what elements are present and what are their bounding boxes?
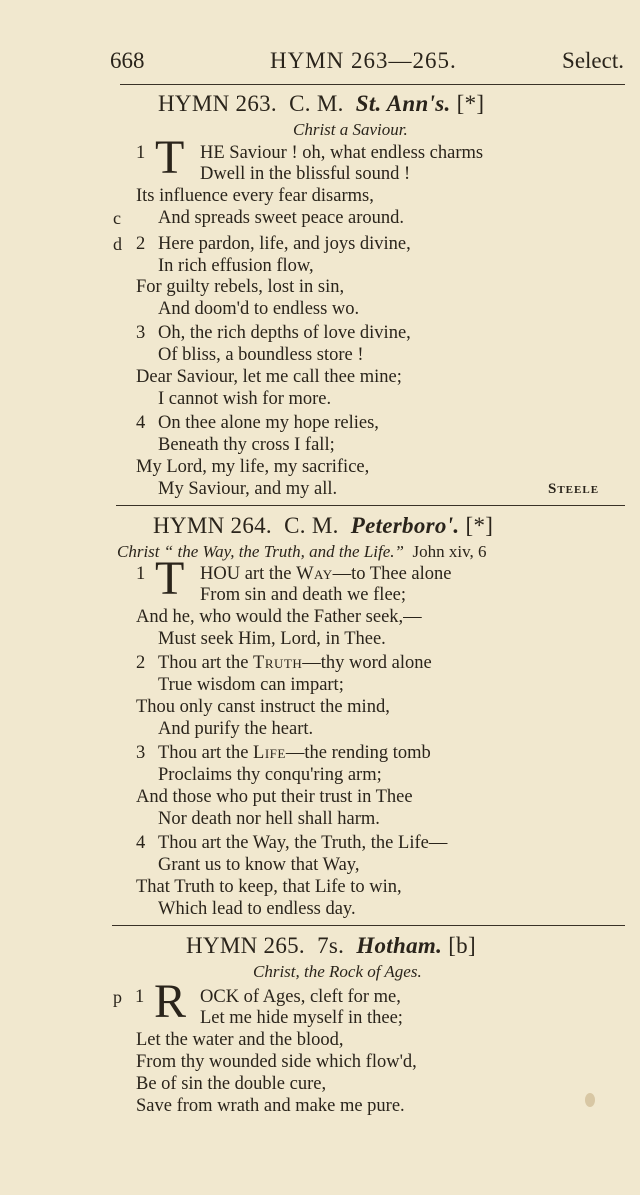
hymn-divider	[112, 925, 625, 926]
verse-line: Proclaims thy conqu'ring arm;	[158, 765, 382, 785]
hymn-263-title: HYMN 263. C. M. St. Ann's. [*]	[158, 91, 485, 116]
paper-stain	[585, 1093, 595, 1107]
hymn-264-title: HYMN 264. C. M. Peterboro'. [*]	[153, 513, 494, 538]
verse-line: Thou art the Life—the rending tomb	[158, 743, 431, 763]
verse-line: From thy wounded side which flow'd,	[136, 1052, 417, 1072]
verse-line: And doom'd to endless wo.	[158, 299, 360, 319]
stanza-number: 3	[136, 323, 146, 343]
drop-cap: T	[155, 131, 185, 184]
verse-line: HOU art the Way—to Thee alone	[200, 564, 452, 584]
verse-line: Must seek Him, Lord, in Thee.	[158, 629, 386, 649]
verse-line: Nor death nor hell shall harm.	[158, 809, 380, 829]
stanza-number: 4	[136, 413, 146, 433]
verse-line: And purify the heart.	[158, 719, 314, 739]
verse-line: For guilty rebels, lost in sin,	[136, 277, 345, 297]
margin-mark: p	[113, 987, 122, 1007]
section-label: Select.	[562, 48, 624, 73]
hymn-author: Steele	[548, 481, 600, 497]
header-rule	[120, 84, 625, 85]
verse-line: True wisdom can impart;	[158, 675, 344, 695]
stanza-number: 2	[136, 234, 146, 254]
verse-line: HE Saviour ! oh, what endless charms	[200, 143, 484, 163]
verse-line: From sin and death we flee;	[200, 585, 407, 605]
verse-line: Save from wrath and make me pure.	[136, 1096, 405, 1116]
stanza-number: 1	[135, 987, 145, 1007]
verse-line: That Truth to keep, that Life to win,	[136, 877, 402, 897]
verse-line: Beneath thy cross I fall;	[158, 435, 335, 455]
hymn-divider	[116, 505, 625, 506]
verse-line: Thou art the Truth—thy word alone	[158, 653, 432, 673]
page-number: 668	[110, 48, 145, 73]
verse-line: And spreads sweet peace around.	[158, 208, 405, 228]
stanza-number: 3	[136, 743, 146, 763]
stanza-number: 1	[136, 143, 146, 163]
verse-line: Which lead to endless day.	[158, 899, 356, 919]
verse-line: Its influence every fear disarms,	[136, 186, 374, 206]
verse-line: My Lord, my life, my sacrifice,	[136, 457, 370, 477]
verse-line: Let me hide myself in thee;	[200, 1008, 403, 1028]
margin-mark: c	[113, 208, 121, 228]
drop-cap: T	[155, 552, 185, 605]
verse-line: Oh, the rich depths of love divine,	[158, 323, 411, 343]
verse-line: Dwell in the blissful sound !	[200, 164, 411, 184]
verse-line: Here pardon, life, and joys divine,	[158, 234, 411, 254]
drop-cap: R	[154, 975, 187, 1028]
verse-line: I cannot wish for more.	[158, 389, 332, 409]
verse-line: And those who put their trust in Thee	[136, 787, 413, 807]
stanza-number: 4	[136, 833, 146, 853]
verse-line: Let the water and the blood,	[136, 1030, 344, 1050]
scripture-reference: John xiv, 6	[412, 542, 487, 561]
verse-line: Of bliss, a boundless store !	[158, 345, 364, 365]
margin-mark: d	[113, 234, 122, 254]
running-head	[110, 48, 628, 78]
verse-line: And he, who would the Father seek,—	[136, 607, 422, 627]
verse-line: Thou only canst instruct the mind,	[136, 697, 390, 717]
hymn-265-subtitle: Christ, the Rock of Ages.	[253, 962, 422, 981]
verse-line: Thou art the Way, the Truth, the Life—	[158, 833, 448, 853]
verse-line: OCK of Ages, cleft for me,	[200, 987, 401, 1007]
hymn-265-title: HYMN 265. 7s. Hotham. [b]	[186, 933, 476, 958]
verse-line: Be of sin the double cure,	[136, 1074, 327, 1094]
verse-line: In rich effusion flow,	[158, 256, 314, 276]
verse-line: On thee alone my hope relies,	[158, 413, 379, 433]
verse-line: Grant us to know that Way,	[158, 855, 360, 875]
running-title: HYMN 263—265.	[270, 48, 457, 73]
stanza-number: 2	[136, 653, 146, 673]
verse-line: Dear Saviour, let me call thee mine;	[136, 367, 402, 387]
hymn-264-subtitle: Christ “ the Way, the Truth, and the Life.” John xiv, 6	[117, 542, 487, 561]
stanza-number: 1	[136, 564, 146, 584]
verse-line: My Saviour, and my all.	[158, 479, 338, 499]
hymn-263-subtitle: Christ a Saviour.	[293, 120, 408, 139]
